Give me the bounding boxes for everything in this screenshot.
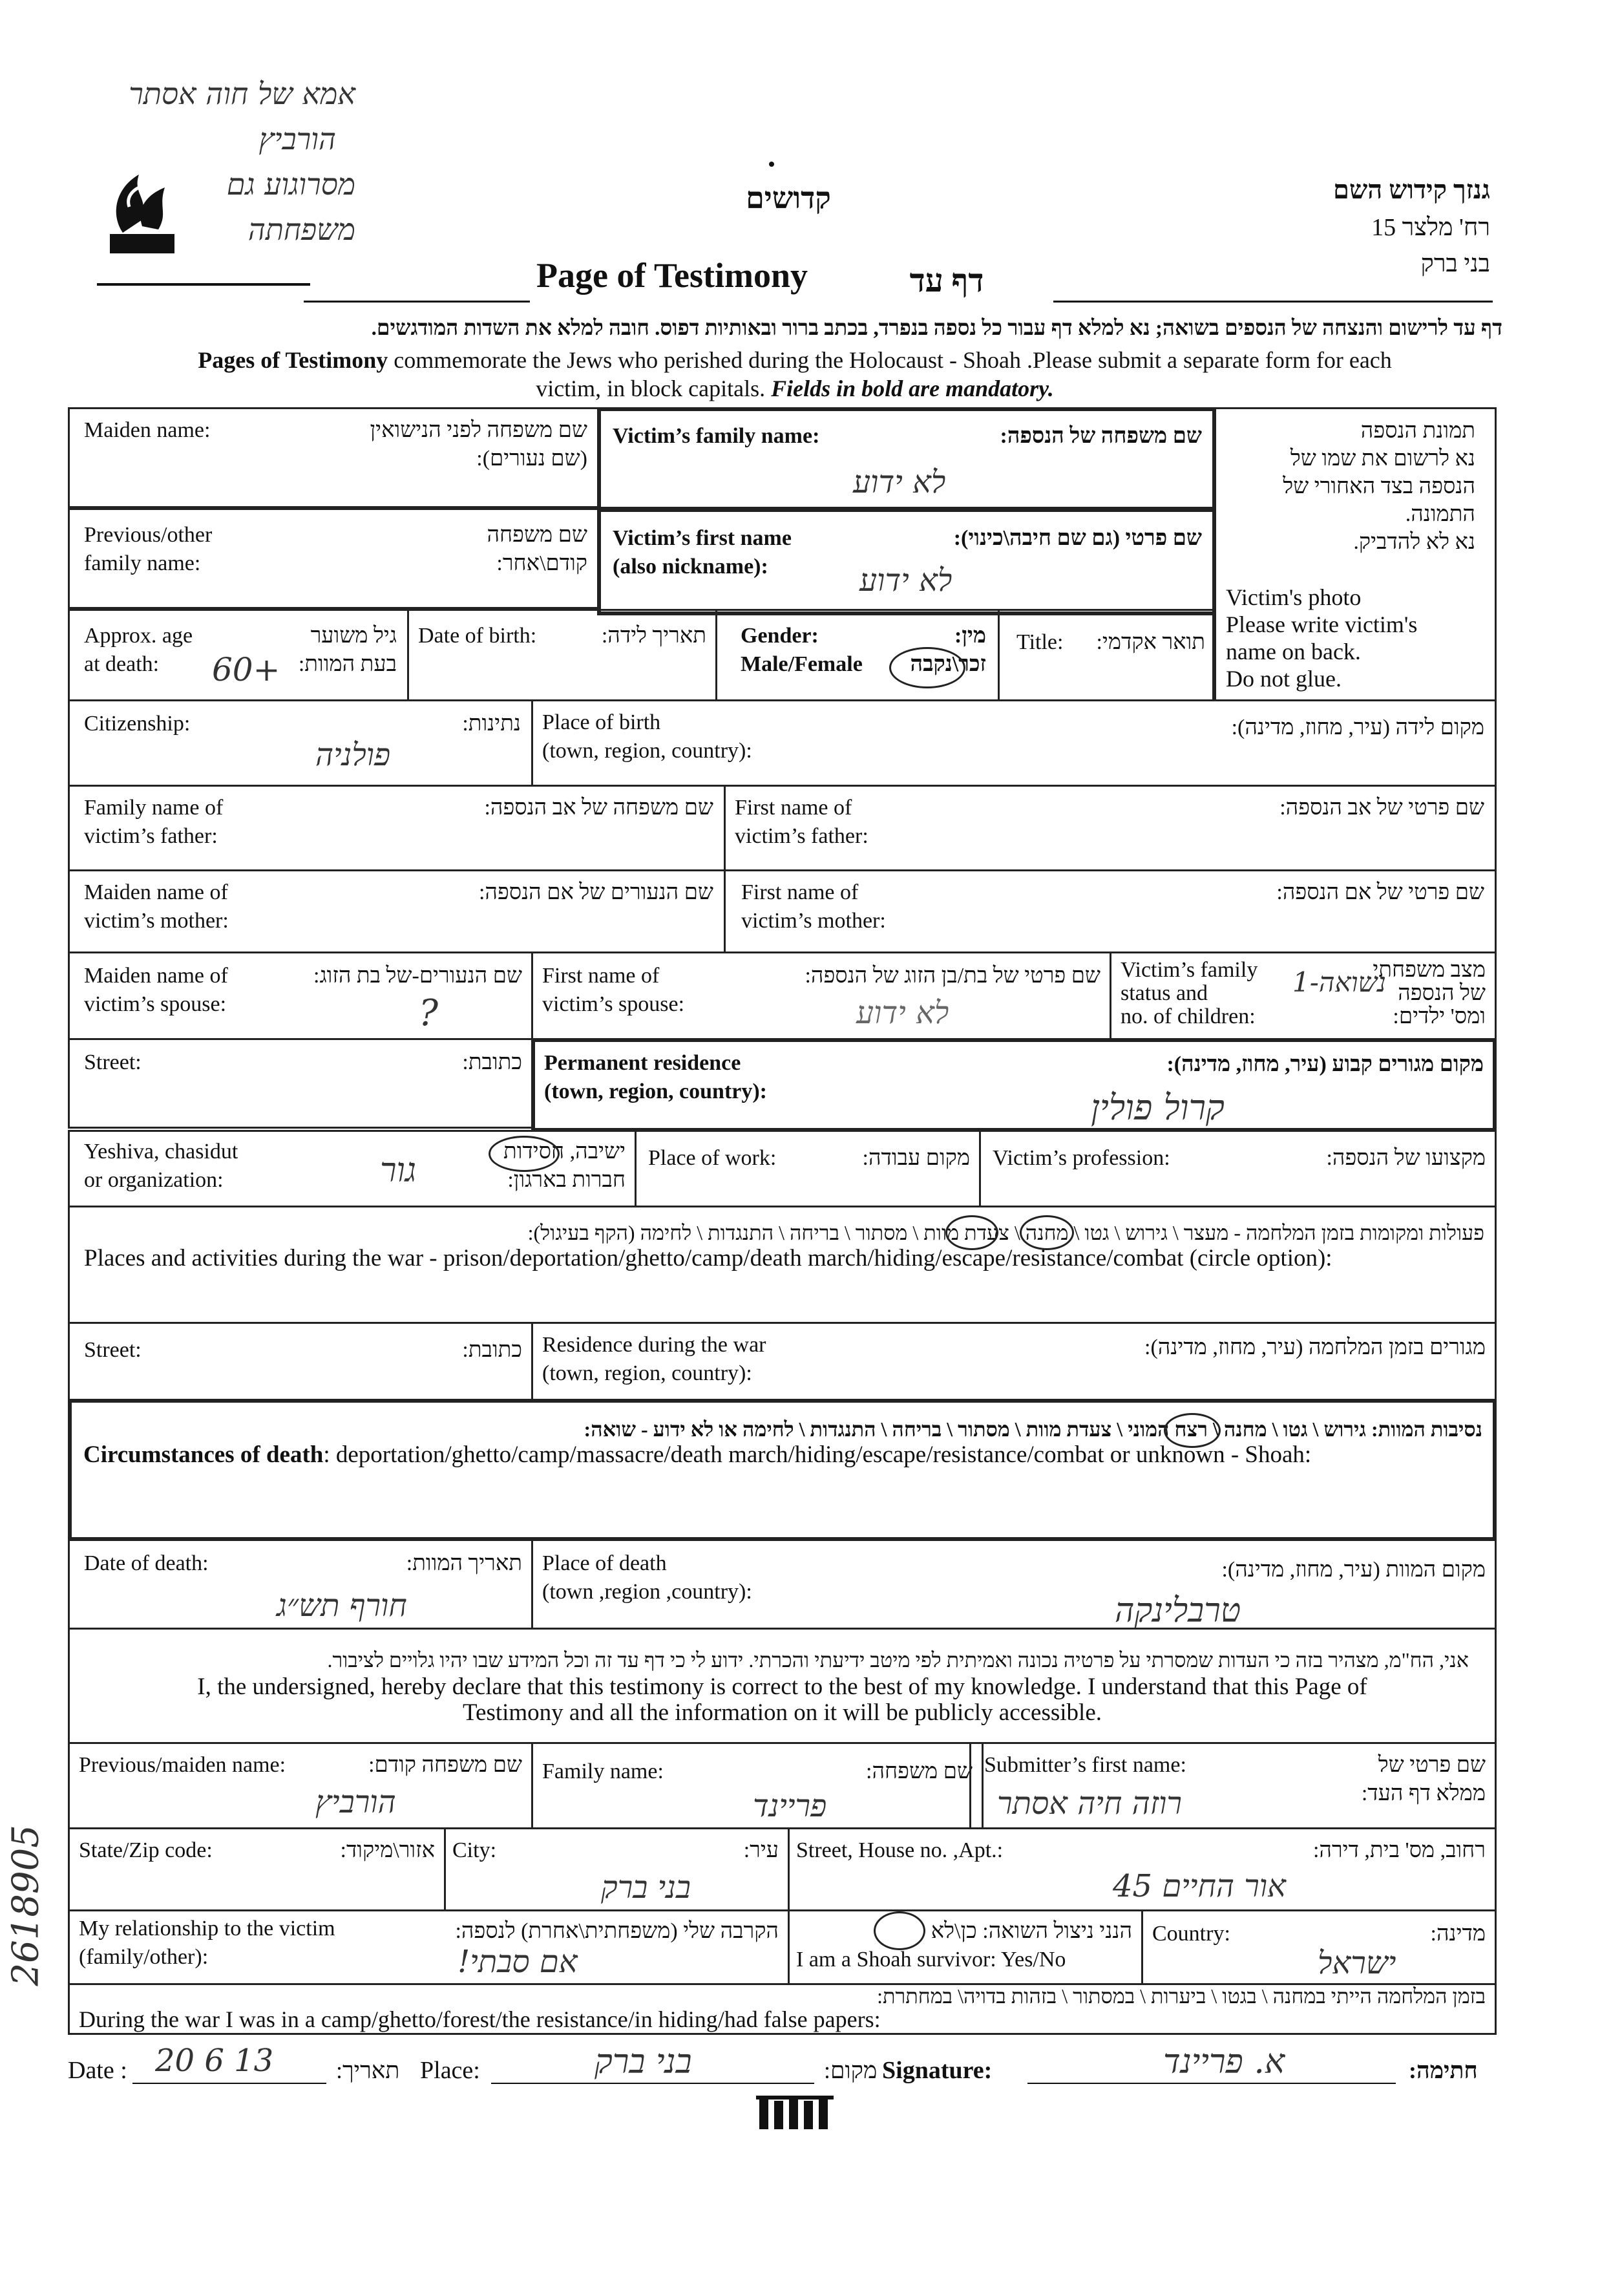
submitter-city-field[interactable]: City: עיר: בני ברק [444, 1827, 790, 1911]
place-underline [491, 2083, 814, 2084]
street-war-field[interactable]: Street: כתובת: [68, 1322, 533, 1401]
org-city: בני ברק [1420, 250, 1490, 277]
intro-hebrew: דף עד לרישום והנצחה של הנספים בשואה; נא למלא דף עבור כל נספה בנפרד, בכתב ברור ובאותיות דפוס. חובה למלא את השדות המודגשים. [371, 317, 1502, 340]
title-line-right [1053, 301, 1493, 303]
victim-photo-box[interactable] [1212, 407, 1497, 701]
page-title-en: Page of Testimony [536, 256, 808, 295]
signature-label: Signature: [882, 2057, 993, 2084]
photo-instructions-he: תמונת הנספה נא לרשום את שמו של הנספה בצד האחורי של התמונה. נא לא להדביק. [1283, 419, 1475, 554]
submitter-country-field[interactable]: Country: מדינה: ישראל [1141, 1909, 1497, 1985]
places-activities-field[interactable]: פעולות ומקומות בזמן המלחמה - מעצר \ גירוש \ גטו \ מחנה \ צעדת מוות \ מסתור \ בריחה \ התנגדות \ לחימה (הקף בעיגול): Places and activities during the war - prison/deportation/ghetto/camp/death march/hiding/escape/resistance/combat (circle option): [68, 1206, 1497, 1324]
during-war-field[interactable]: בזמן המלחמה הייתי במחנה \ בגטו \ ביערות \ במסתור \ בזהות בדויה\ במחתרת: During the war I was in a camp/ghetto/forest/the resistance/in hiding/had false papers: [68, 1983, 1497, 2035]
yeshiva-field[interactable]: Yeshiva, chasidut or organization: ישיבה, חסידות חברות בארגון: גור [68, 1130, 637, 1207]
victim-family-name-field[interactable]: Victim’s family name: שם משפחה של הנספה: לא ידוע [597, 407, 1216, 511]
logo-underline [97, 283, 310, 286]
gender-field[interactable]: Gender: Male/Female מין: זכר\נקבה [715, 609, 1000, 701]
intro-english: Pages of Testimony commemorate the Jews who perished during the Holocaust - Shoah .Please submit a separate form for each victim, in block capitals. Fields in bold are mandatory. [198, 347, 1392, 401]
declaration-box: אני, הח"מ, מצהיר בזה כי העדות שמסרתי על פרטיה נכונה ואמיתית לפי מיטב ידיעתי והכרתי. ידוע לי כי דף עד זה וכל המידע שבו יהיו גלויים לציבור. I, the undersigned, hereby declare that this testimony is correct to the best of my knowledge. I understand that this Page of Testimony and all the information on it will be publicly accessible. [68, 1628, 1497, 1744]
signature-value[interactable]: א. פריינד [1163, 2043, 1285, 2081]
father-family-name-field[interactable]: Family name of victim’s father: שם משפחה של אב הנספה: [68, 785, 726, 871]
handwritten-note: אמא של חוה אסתר הורביץ מסרוגוע גם משפחתה [129, 76, 355, 247]
date-of-birth-field[interactable]: Date of birth: תאריך לידה: [407, 609, 717, 701]
spouse-first-name-field[interactable]: First name of victim’s spouse: שם פרטי של בת/בן הזוג של הנספה: לא ידוע [531, 951, 1111, 1040]
death-camp-circle [1164, 1413, 1221, 1448]
submitter-previous-name-field[interactable]: Previous/maiden name: שם משפחה קודם: הורביץ [68, 1742, 533, 1829]
residence-war-field[interactable]: Residence during the war (town, region, country): מגורים בזמן המלחמה (עיר, מחוז, מדינה): [531, 1322, 1497, 1401]
submitter-street-field[interactable]: Street, House no. ,Apt.: רחוב, מס' בית, דירה: אור החיים 45 [788, 1827, 1497, 1911]
dot-mark [769, 162, 774, 167]
place-label: Place: [420, 2057, 480, 2084]
date-label: Date : [68, 2057, 127, 2084]
age-at-death-field[interactable]: Approx. age at death: גיל משוער בעת המוות: 60+ [68, 609, 409, 701]
street-field[interactable]: Street: כתובת: [68, 1038, 533, 1129]
hebrew-center-title: קדושים [746, 182, 831, 215]
survivor-field[interactable]: הנני ניצול השואה: כן\לא I am a Shoah survivor: Yes/No [788, 1909, 1143, 1985]
place-he-label: מקום: [824, 2057, 878, 2083]
relationship-field[interactable]: My relationship to the victim (family/other): הקרבה שלי (משפחתית\אחרת) לנספה: אם סבתי! [68, 1909, 790, 1985]
chasidut-circle [489, 1136, 560, 1172]
title-field[interactable]: Title: תואר אקדמי: [998, 609, 1216, 701]
family-status-field[interactable]: Victim’s family status and no. of children: מצב משפחתי של הנספה ומס' ילדים: נשואה-1 [1110, 951, 1497, 1040]
signature-he-label: חתימה: [1409, 2057, 1478, 2083]
photo-instructions-en: Victim's photo Please write victim's name on back. Do not glue. [1226, 584, 1418, 692]
profession-field[interactable]: Victim’s profession: מקצועו של הנספה: [979, 1130, 1497, 1207]
circumstances-of-death-field[interactable]: נסיבות המוות: גירוש \ גטו \ מחנה \ רצח המוני \ צעדת מוות \ מסתור \ בריחה \ התנגדות \ לחימה או לא ידוע - שואה: Circumstances of death: deportation/ghetto/camp/massacre/death march/hiding/escape/resistance/combat or unknown - Shoah: [68, 1399, 1497, 1541]
side-number: 2618905 [5, 1825, 47, 1986]
place-value[interactable]: בני ברק [595, 2043, 692, 2081]
kdoshim-logo-icon [103, 162, 181, 259]
place-of-work-field[interactable]: Place of work: מקום עבודה: [635, 1130, 981, 1207]
place-of-birth-field[interactable]: Place of birth (town, region, country): מקום לידה (עיר, מחוז, מדינה): [531, 699, 1497, 787]
place-of-death-field[interactable]: Place of death (town ,region ,country): מקום המוות (עיר, מחוז, מדינה): טרבלינקה [531, 1539, 1497, 1630]
date-he-label: תאריך: [336, 2057, 400, 2083]
victim-first-name-field[interactable]: Victim’s first name (also nickname): שם פרטי (גם שם חיבה\כינוי): לא ידוע [597, 508, 1216, 615]
maiden-name-field[interactable]: Maiden name: שם משפחה לפני הנישואין (שם נעורים): [68, 407, 601, 508]
page-title-he: דף עד [909, 262, 984, 299]
father-first-name-field[interactable]: First name of victim’s father: שם פרטי של אב הנספה: [724, 785, 1497, 871]
submitter-family-name-field[interactable]: Family name: שם משפחה: פריינד [531, 1742, 984, 1829]
org-street: רח' מלצר 15 [1371, 214, 1490, 241]
date-value[interactable]: 20 6 13 [155, 2043, 274, 2079]
deportation-circle [1020, 1215, 1074, 1250]
stamp-marks-icon [756, 2093, 840, 2132]
previous-family-name-field[interactable]: Previous/other family name: שם משפחה קודם\אחר: [68, 508, 601, 609]
spouse-maiden-name-field[interactable]: Maiden name of victim’s spouse: שם הנעורים-של בת הזוג: ? [68, 951, 533, 1040]
submitter-zip-field[interactable]: State/Zip code: אזור\מיקוד: [68, 1827, 446, 1911]
submitter-first-name-field[interactable]: Submitter’s first name: שם פרטי של ממלא דף העד: רוזה חיה אסתר [969, 1742, 1497, 1829]
mother-maiden-name-field[interactable]: Maiden name of victim’s mother: שם הנעורים של אם הנספה: [68, 869, 726, 953]
title-line-left [304, 301, 530, 303]
camp-circle [945, 1215, 998, 1250]
mother-first-name-field[interactable]: First name of victim’s mother: שם פרטי של אם הנספה: [724, 869, 1497, 953]
gender-female-circle [889, 647, 965, 688]
date-of-death-field[interactable]: Date of death: תאריך המוות: חורף תש״ג [68, 1539, 533, 1630]
citizenship-field[interactable]: Citizenship: נתינות: פולניה [68, 699, 533, 787]
permanent-residence-field[interactable]: Permanent residence (town, region, country): מקום מגורים קבוע (עיר, מחוז, מדינה): קרול פולין [531, 1038, 1497, 1132]
signature-underline [1027, 2083, 1396, 2084]
org-name: גנזך קידוש השם [1333, 175, 1490, 204]
date-underline [132, 2083, 326, 2084]
survivor-no-circle [874, 1911, 925, 1950]
